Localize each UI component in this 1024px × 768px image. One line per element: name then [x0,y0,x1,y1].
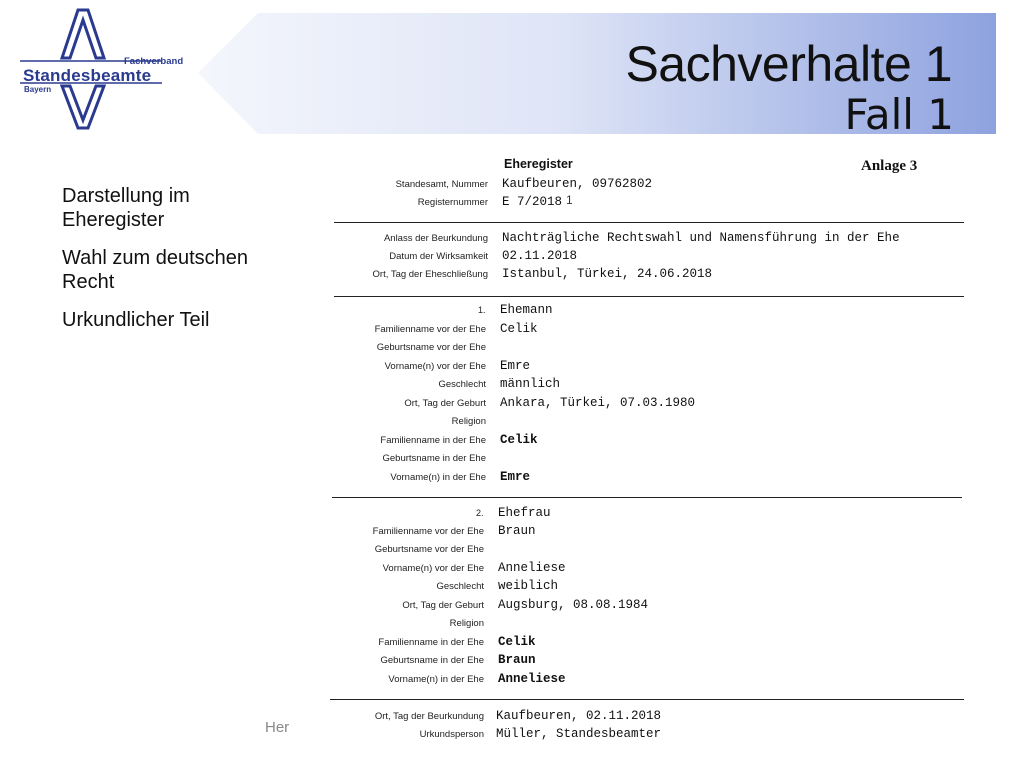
fachverband-logo [20,8,200,133]
section-role: Ehemann [500,303,553,317]
handwritten-mark: 1 [566,193,573,207]
divider [330,699,964,700]
field-label: Registernummer [417,197,488,208]
section-number: 2. [476,508,484,518]
field-value: E 7/2018 [502,195,563,209]
field-label: Geburtsname vor der Ehe [374,544,484,555]
field-label: Geburtsname vor der Ehe [376,342,486,353]
field-value: Braun [498,653,536,667]
section-number: 1. [478,305,486,315]
field-label: Vorname(n) vor der Ehe [384,361,486,372]
field-value: Celik [500,322,538,336]
field-value: weiblich [498,579,559,593]
field-label: Ort, Tag der Eheschließung [372,269,488,280]
field-label: Geschlecht [436,581,484,592]
field-value: männlich [500,377,561,391]
field-label: Religion [449,618,484,629]
field-value: Istanbul, Türkei, 24.06.2018 [502,267,713,281]
field-value: Emre [500,359,531,373]
field-value: Celik [500,433,538,447]
field-label: Ort, Tag der Beurkundung [374,711,484,722]
field-value: 02.11.2018 [502,249,578,263]
field-label: Vorname(n) vor der Ehe [382,563,484,574]
logo-line-standesbeamte: Standesbeamte [23,66,152,85]
divider [334,222,964,223]
bullet-item: Darstellung im Eheregister [62,185,190,231]
field-label: Vorname(n) in der Ehe [388,674,484,685]
page-subtitle: Fall 1 [844,90,954,139]
field-value: Kaufbeuren, 09762802 [502,177,653,191]
field-label: Anlass der Beurkundung [383,233,488,244]
bullet-item: Wahl zum deutschen Recht [62,247,249,293]
title-banner [198,13,996,139]
field-label: Religion [451,416,486,427]
field-label: Familienname in der Ehe [378,637,484,648]
register-document [330,150,970,750]
logo-line-bayern: Bayern [24,85,52,94]
field-label: Geburtsname in der Ehe [382,453,486,464]
section-role: Ehefrau [498,506,551,520]
bullet-item: Urkundlicher Teil [62,309,210,331]
field-label: Familienname vor der Ehe [372,526,484,537]
document-heading: Eheregister [504,157,573,171]
field-label: Ort, Tag der Geburt [404,398,486,409]
field-label: Familienname in der Ehe [380,435,486,446]
field-value: Ankara, Türkei, 07.03.1980 [500,396,696,410]
field-label: Geschlecht [438,379,486,390]
field-value: Emre [500,470,531,484]
footer-text: Her [265,719,290,736]
field-label: Familienname vor der Ehe [374,324,486,335]
bullet-list [62,184,292,346]
field-label: Vorname(n) in der Ehe [390,472,486,483]
field-label: Standesamt, Nummer [395,179,488,190]
field-value: Kaufbeuren, 02.11.2018 [496,709,662,723]
field-value: Braun [498,524,536,538]
field-value: Augsburg, 08.08.1984 [498,598,649,612]
logo-line-fachverband: Fachverband [124,56,184,67]
divider [334,296,964,297]
annex-label: Anlage 3 [861,158,918,174]
field-value: Anneliese [498,561,566,575]
field-value: Müller, Standesbeamter [496,727,662,741]
divider [332,497,962,498]
field-value: Anneliese [498,672,566,686]
page-title: Sachverhalte 1 [625,36,952,92]
field-label: Urkundsperson [419,729,484,740]
field-value: Nachträgliche Rechtswahl und Namensführung in der Ehe [502,231,900,245]
field-label: Geburtsname in der Ehe [380,655,484,666]
field-label: Ort, Tag der Geburt [402,600,484,611]
field-label: Datum der Wirksamkeit [389,251,488,262]
field-value: Celik [498,635,536,649]
